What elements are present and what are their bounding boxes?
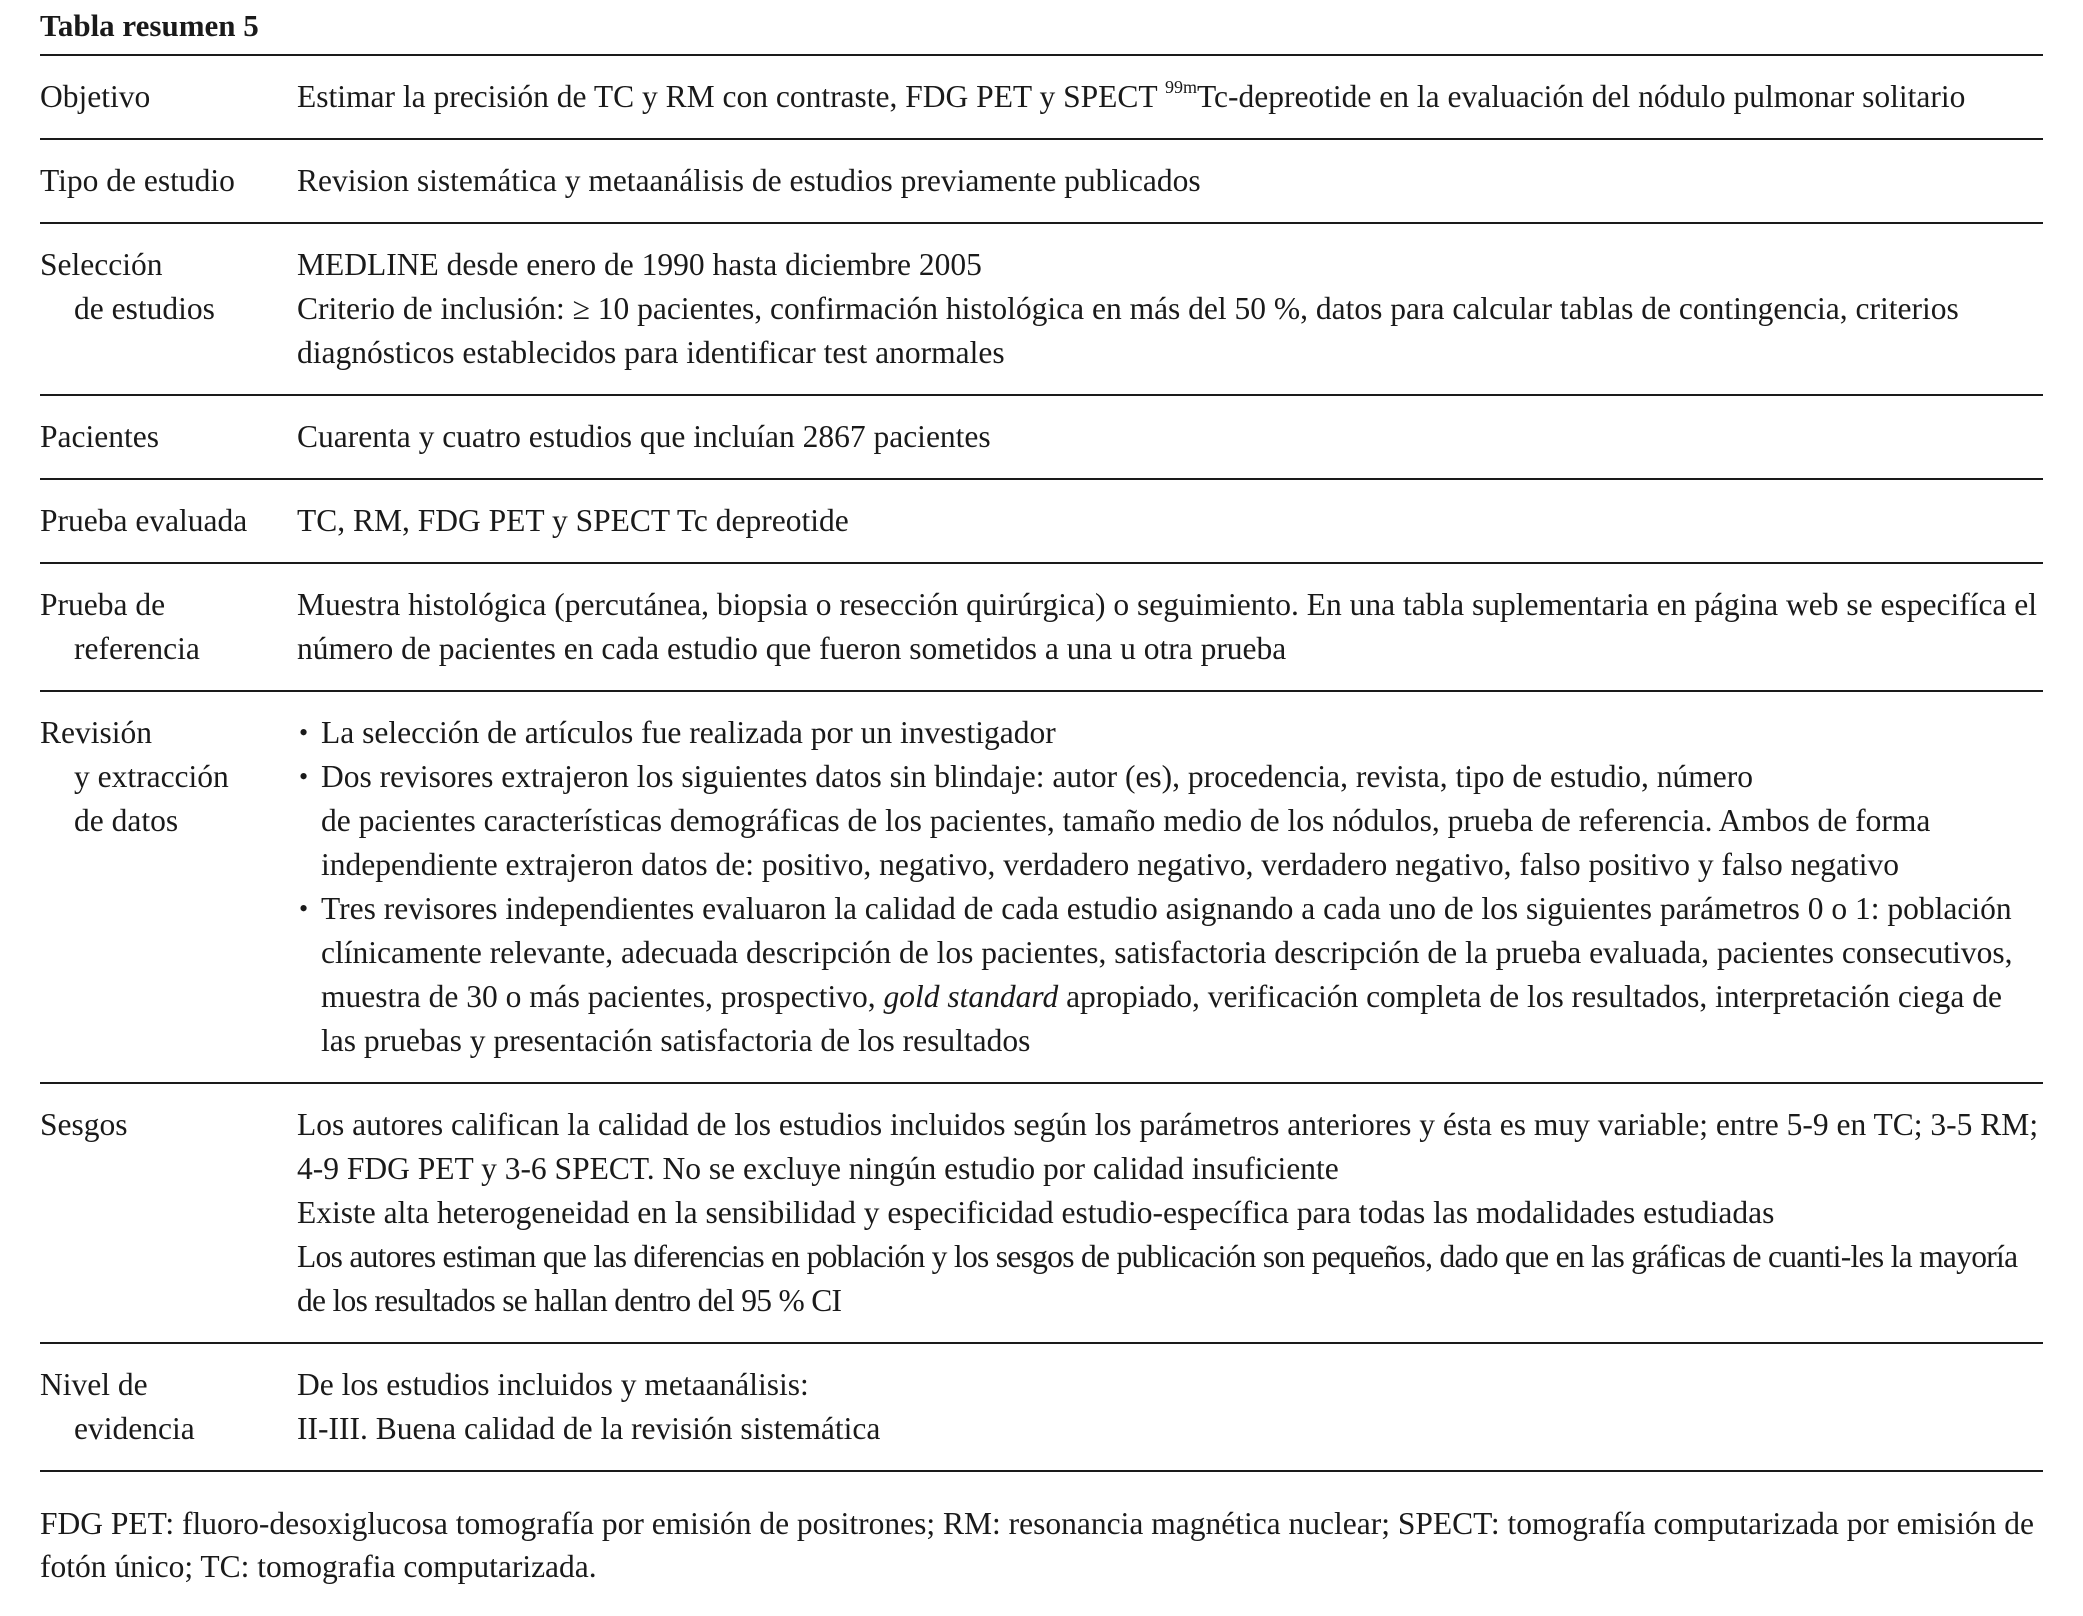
- list-item-text-end: apropiado, verificación completa de los resultados, interpretación ciega de las pruebas y presentación satisfactoria de los resultados: [321, 979, 2002, 1058]
- label-text: Objetivo: [40, 79, 151, 114]
- evidence-level: II-III. Buena calidad de la revisión sistemática: [297, 1411, 881, 1446]
- label-text-continued: evidencia: [74, 1411, 195, 1446]
- row-content: Cuarenta y cuatro estudios que incluían 2867 pacientes: [297, 419, 991, 454]
- row-label: [40, 563, 297, 691]
- row-label: [40, 1343, 297, 1471]
- summary-table: [40, 56, 2043, 1472]
- row-objetivo: [40, 56, 2043, 139]
- label-text: Prueba evaluada: [40, 503, 248, 538]
- label-text: Selección: [40, 247, 163, 282]
- objective-text-end: Tc-depreotide en la evaluación del nódulo pulmonar solitario: [1196, 79, 1966, 114]
- list-item: [297, 711, 2043, 755]
- row-nivel-evidencia: [40, 1343, 2043, 1471]
- summary-page: [40, 0, 2043, 1588]
- row-label: [40, 56, 297, 139]
- label-text: Nivel de: [40, 1367, 148, 1402]
- row-pacientes: [40, 395, 2043, 479]
- list-item: [297, 755, 2043, 887]
- row-label: [40, 1083, 297, 1343]
- bias-heterogeneity-text: Existe alta heterogeneidad en la sensibilidad y especificidad estudio-específica para todas las modalidades estudiadas: [297, 1195, 1775, 1230]
- inclusion-criteria: Criterio de inclusión: ≥ 10 pacientes, confirmación histológica en más del 50 %, datos para calcular tablas de contingencia, criterios diagnósticos establecidos para identificar test anormales: [297, 291, 1959, 370]
- bullet-icon: •: [299, 718, 309, 747]
- label-text-continued: y extracción: [74, 759, 229, 794]
- row-revision: [40, 691, 2043, 1083]
- row-content: [297, 223, 2043, 395]
- row-label: [40, 479, 297, 563]
- row-label: [40, 691, 297, 1083]
- gold-standard-italic: gold standard: [883, 979, 1059, 1014]
- label-text-continued: de datos: [74, 803, 179, 838]
- row-content: [297, 691, 2043, 1083]
- label-text: Sesgos: [40, 1107, 128, 1142]
- bias-publication-text: Los autores estiman que las diferencias en población y los sesgos de publicación son pequeños, dado que en las gráficas de cuanti-les la mayoría de los resultados se hallan dentro del 95 % CI: [297, 1239, 2018, 1318]
- row-prueba-evaluada: [40, 479, 2043, 563]
- row-content: [297, 1343, 2043, 1471]
- list-item-text: Dos revisores extrajeron los siguientes datos sin blindaje: autor (es), procedencia, revista, tipo de estudio, número: [321, 759, 1753, 794]
- row-content: [297, 56, 2043, 139]
- isotope-superscript: 99m: [1164, 77, 1197, 97]
- row-prueba-referencia: [40, 563, 2043, 691]
- label-text: Pacientes: [40, 419, 159, 454]
- row-content: [297, 1083, 2043, 1343]
- row-content: Revision sistemática y metaanálisis de estudios previamente publicados: [297, 163, 1201, 198]
- row-content: Muestra histológica (percutánea, biopsia o resección quirúrgica) o seguimiento. En una tabla suplementaria en página web se especifíca el número de pacientes en cada estudio que fueron sometidos a una u otra prueba: [297, 587, 2038, 666]
- row-label: [40, 139, 297, 223]
- row-label: [40, 223, 297, 395]
- row-seleccion: [40, 223, 2043, 395]
- review-bullet-list: [297, 711, 2043, 1063]
- objective-text-start: Estimar la precisión de TC y RM con contraste, FDG PET y SPECT: [297, 79, 1165, 114]
- label-text: Revisión: [40, 715, 153, 750]
- label-text-continued: de estudios: [74, 291, 215, 326]
- label-text: Prueba de: [40, 587, 166, 622]
- selection-source: MEDLINE desde enero de 1990 hasta diciembre 2005: [297, 247, 982, 282]
- label-text-continued: referencia: [74, 631, 200, 666]
- bullet-icon: •: [299, 894, 309, 923]
- table-footnote: FDG PET: fluoro-desoxiglucosa tomografía por emisión de positrones; RM: resonancia magnética nuclear; SPECT: tomografía computarizada por emisión de fotón único; TC: tomografia computarizada.: [40, 1506, 2035, 1584]
- evidence-source: De los estudios incluidos y metaanálisis:: [297, 1367, 809, 1402]
- list-item: [297, 887, 2043, 1063]
- table-title: Tabla resumen 5: [40, 8, 259, 43]
- row-content: TC, RM, FDG PET y SPECT Tc depreotide: [297, 503, 849, 538]
- row-label: [40, 395, 297, 479]
- row-tipo-estudio: [40, 139, 2043, 223]
- list-item-text-continued: de pacientes características demográficas de los pacientes, tamaño medio de los nódulos, prueba de referencia. Ambos de forma independiente extrajeron datos de: positivo, negativo, verdadero negativo, verdadero negativo, falso positivo y falso negativo: [321, 803, 1931, 882]
- row-sesgos: [40, 1083, 2043, 1343]
- label-text: Tipo de estudio: [40, 163, 235, 198]
- bullet-icon: •: [299, 762, 309, 791]
- list-item-text: La selección de artículos fue realizada por un investigador: [321, 715, 1056, 750]
- bias-quality-text: Los autores califican la calidad de los estudios incluidos según los parámetros anteriores y ésta es muy variable; entre 5-9 en TC; 3-5 RM; 4-9 FDG PET y 3-6 SPECT. No se excluye ningún estudio por calidad insuficiente: [297, 1107, 2039, 1186]
- list-item-text: Tres revisores independientes evaluaron la calidad de cada estudio asignando a cada uno de los siguientes parámetros 0 o 1: población clínicamente relevante, adecuada descripción de los pacientes, satisfactoria descripción de la prueba evaluada, pacientes consecutivos, muestra de 30 o más pacientes, prospectivo,: [321, 891, 2013, 1014]
